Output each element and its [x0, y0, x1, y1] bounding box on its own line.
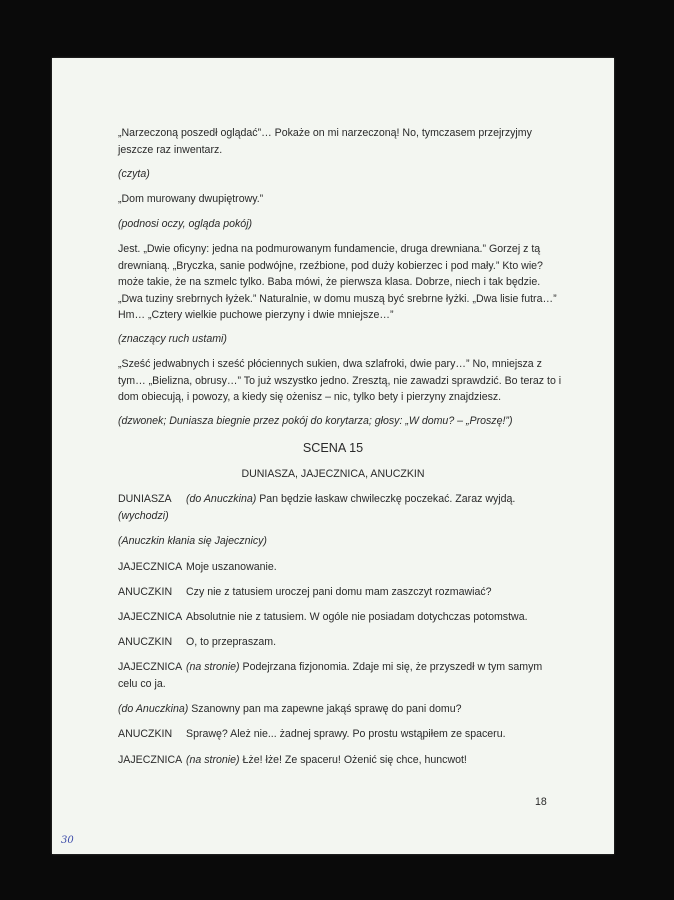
- scene-title: SCENA 15: [302, 441, 364, 455]
- dialogue-text: Podejrzana fizjonomia. Zdaje mi się, że przyszedł w tym samym: [239, 661, 543, 673]
- speaker-name: JAJECZNICA: [118, 661, 183, 673]
- dialogue-line: [186, 752, 566, 769]
- handwritten-margin-note: 30: [61, 835, 74, 846]
- paragraph: Jest. „Dwie oficyny: jedna na podmurowanym fundamencie, druga drewniana.” Gorzej z tą drewnianą. „Bryczka, sanie podwójne, rzeźbione, pod duży kobierzec i pod mały.” Kto wie? może takie, że na szmelc tylko. Baba mówi, że pierwsza klasa. Dobrze, niech i tak będzie. „Dwa tuziny srebrnych łyżek.” Naturalnie, w domu muszą być srebrne łyżki. „Dwa lisie futra…” Hm… „Cztery wielkie puchowe pierzyny i dwie mniejsze…”: [118, 243, 557, 322]
- dialogue-text: Szanowny pan ma zapewne jakąś sprawę do pani domu?: [188, 703, 462, 715]
- inline-stage-direction: (do Anuczkina): [186, 493, 257, 505]
- speaker-name: JAJECZNICA: [118, 754, 183, 766]
- paragraph: „Sześć jedwabnych i sześć płóciennych sukien, dwa szlafroki, dwie pary…” No, mniejsza z tym… „Bielizna, obrusy…” To już wszystko jedno. Zresztą, nie zawadzi sprawdzić. Bo teraz to i dom obiecują, i powozy, a kiedy się ożenisz – nic, tylko bety i pierzyny znajdziesz.: [118, 358, 562, 404]
- inline-stage-direction: (do Anuczkina): [118, 703, 189, 715]
- stage-direction: (Anuczkin kłania się Jajecznicy): [118, 535, 267, 547]
- stage-direction: (znaczący ruch ustami): [118, 333, 227, 345]
- dialogue-line: [186, 659, 566, 676]
- dialogue-line: Absolutnie nie z tatusiem. W ogóle nie posiadam dotychczas potomstwa.: [186, 611, 528, 623]
- paragraph: „Dom murowany dwupiętrowy.”: [118, 193, 264, 205]
- speaker-name: JAJECZNICA: [118, 561, 183, 573]
- inline-stage-direction: (na stronie): [186, 754, 240, 766]
- dialogue-continuation: celu co ja.: [118, 678, 166, 690]
- dialogue-line: Czy nie z tatusiem uroczej pani domu mam zaszczyt rozmawiać?: [186, 586, 492, 598]
- inline-stage-direction: (na stronie): [186, 661, 240, 673]
- stage-direction: (podnosi oczy, ogląda pokój): [118, 218, 253, 230]
- dialogue-line: [186, 491, 566, 508]
- speaker-name: JAJECZNICA: [118, 611, 183, 623]
- stage-direction: (wychodzi): [118, 510, 169, 522]
- dialogue-text: Łże! łże! Ze spaceru! Ożenić się chce, huncwot!: [239, 754, 467, 766]
- page-number: 18: [535, 796, 547, 808]
- stage-direction: (dzwonek; Duniasza biegnie przez pokój do korytarza; głosy: „W domu? – „Proszę!”): [118, 415, 513, 427]
- dialogue-line: Moje uszanowanie.: [186, 561, 277, 573]
- speaker-name: ANUCZKIN: [118, 728, 173, 740]
- stage-direction: (czyta): [118, 168, 150, 180]
- paragraph: „Narzeczoną poszedł oglądać”… Pokaże on mi narzeczoną! No, tymczasem przejrzyjmy jeszcze raz inwentarz.: [118, 127, 532, 156]
- dialogue-text: Pan będzie łaskaw chwileczkę poczekać. Zaraz wyjdą.: [256, 493, 516, 505]
- dialogue-line: O, to przepraszam.: [186, 636, 277, 648]
- scene-cast: DUNIASZA, JAJECZNICA, ANUCZKIN: [241, 468, 425, 480]
- speaker-name: DUNIASZA: [118, 493, 172, 505]
- dialogue-line: Sprawę? Ależ nie... żadnej sprawy. Po prostu wstąpiłem ze spaceru.: [186, 728, 506, 740]
- speaker-name: ANUCZKIN: [118, 586, 173, 598]
- dialogue-line: [118, 701, 564, 718]
- document-page: [52, 58, 614, 854]
- speaker-name: ANUCZKIN: [118, 636, 173, 648]
